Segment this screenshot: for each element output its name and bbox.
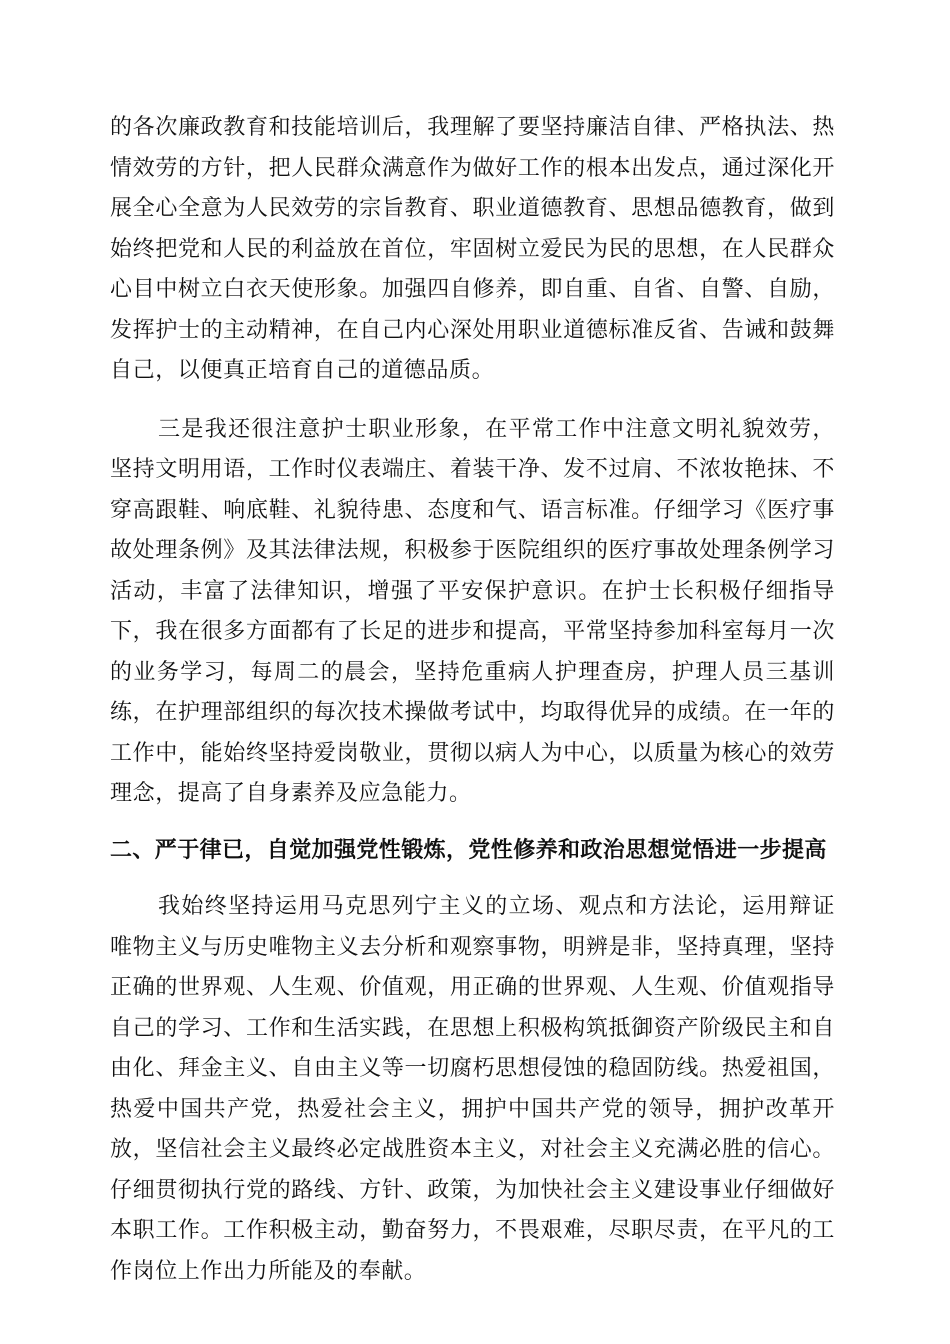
section-heading-2: 二、严于律已，自觉加强党性锻炼，党性修养和政治思想觉悟进一步提高 [110,837,827,863]
paragraph-3: 我始终坚持运用马克思列宁主义的立场、观点和方法论，运用辩证唯物主义与历史唯物主义去分析和观察事物，明辨是非，坚持真理，坚持正确的世界观、人生观、价值观，用正确的世界观、人生观、价值观指导自己的学习、工作和生活实践，在思想上积极构筑抵御资产阶级民主和自由化、拜金主义、自由主义等一切腐朽思想侵蚀的稳固防线。热爱祖国，热爱中国共产党，热爱社会主义，拥护中国共产党的领导，拥护改革开放，坚信社会主义最终必定战胜资本主义，对社会主义充满必胜的信心。仔细贯彻执行党的路线、方针、政策，为加快社会主义建设事业仔细做好本职工作。工作积极主动，勤奋努力，不畏艰难，尽职尽责，在平凡的工作岗位上作出力所能及的奉献。 [110,894,835,1284]
paragraph-2: 三是我还很注意护士职业形象，在平常工作中注意文明礼貌效劳，坚持文明用语，工作时仪表端庄、着装干净、发不过肩、不浓妆艳抹、不穿高跟鞋、响底鞋、礼貌待患、态度和气、语言标准。仔细学习《医疗事故处理条例》及其法律法规，积极参于医院组织的医疗事故处理条例学习活动，丰富了法律知识，增强了平安保护意识。在护士长积极仔细指导下，我在很多方面都有了长足的进步和提高，平常坚持参加科室每月一次的业务学习，每周二的晨会，坚持危重病人护理查房，护理人员三基训练，在护理部组织的每次技术操做考试中，均取得优异的成绩。在一年的工作中，能始终坚持爱岗敬业，贯彻以病人为中心，以质量为核心的效劳理念，提高了自身素养及应急能力。 [110,416,835,806]
document-page [110,108,835,1292]
paragraph-1: 的各次廉政教育和技能培训后，我理解了要坚持廉洁自律、严格执法、热情效劳的方针，把人民群众满意作为做好工作的根本出发点，通过深化开展全心全意为人民效劳的宗旨教育、职业道德教育、思想品德教育，做到始终把党和人民的利益放在首位，牢固树立爱民为民的思想，在人民群众心目中树立白衣天使形象。加强四自修养，即自重、自省、自警、自励，发挥护士的主动精神，在自己内心深处用职业道德标准反省、告诫和鼓舞自己，以便真正培育自己的道德品质。 [110,115,835,383]
